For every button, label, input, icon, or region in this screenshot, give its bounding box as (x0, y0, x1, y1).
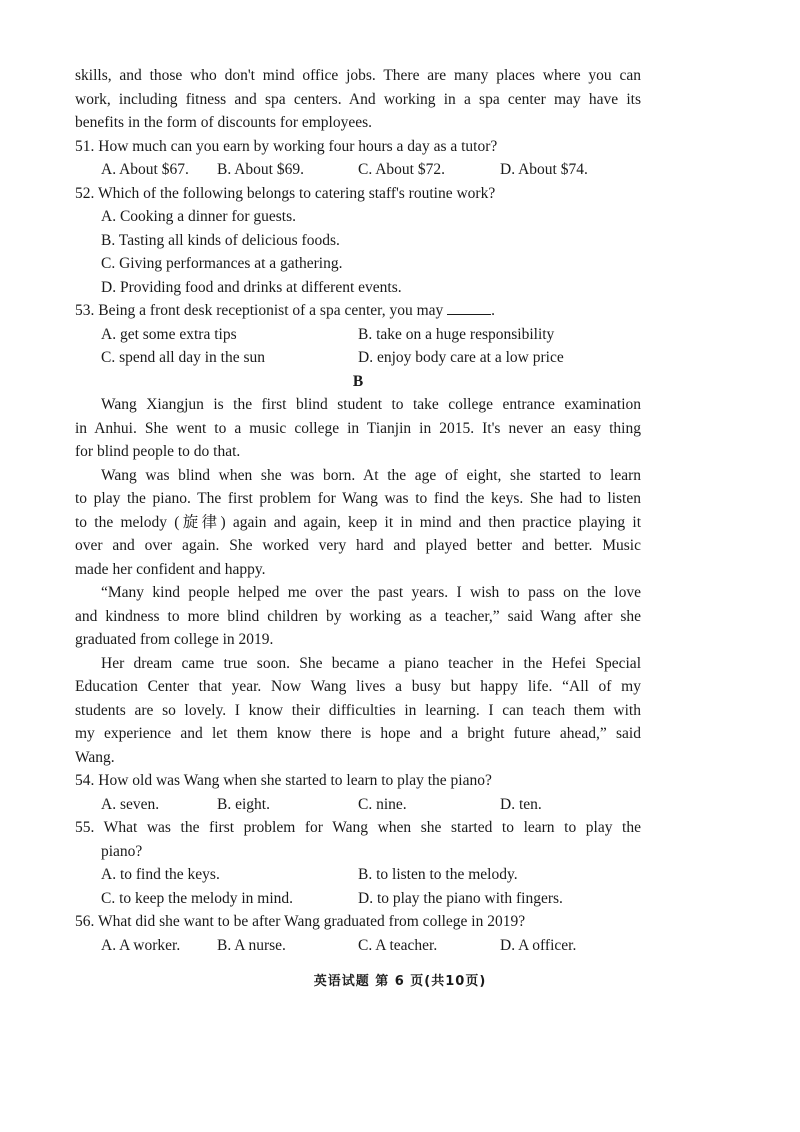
question-51 (75, 135, 641, 182)
option-b: B. take on a huge responsibility (358, 325, 555, 343)
passage-a-tail (75, 64, 641, 135)
answer-blank (447, 300, 491, 315)
passage-line: graduated from college in 2019. (75, 631, 274, 648)
options-row (75, 887, 641, 911)
option-b: B. About $69. (217, 161, 304, 178)
option-a: A. to find the keys. (101, 866, 220, 883)
options-row (75, 863, 641, 887)
option-d: D. About $74. (500, 161, 588, 178)
passage-line: made her confident and happy. (75, 560, 266, 578)
question-53 (75, 299, 641, 370)
question-55 (75, 816, 641, 910)
question-stem: 52. Which of the following belongs to catering staff's routine work? (75, 184, 496, 202)
option-b: B. A nurse. (217, 936, 286, 954)
option-d: D. ten. (500, 795, 542, 813)
option-c: C. to keep the melody in mind. (101, 889, 294, 907)
question-stem (75, 299, 641, 323)
passage-line: work, including fitness and spa centers. And working in a spa center may have its (75, 90, 641, 108)
section-b-title: B (352, 372, 364, 390)
option-d: D. A officer. (500, 936, 577, 954)
passage-line: skills, and those who don't mind office jobs. There are many places where you can (75, 67, 641, 84)
question-stem: 51. How much can you earn by working four hours a day as a tutor? (75, 137, 498, 155)
question-stem: 56. What did she want to be after Wang graduated from college in 2019? (75, 913, 526, 930)
option-c: C. A teacher. (358, 936, 438, 954)
page-footer: 英语试题 第 6 页(共10页) (313, 974, 487, 989)
passage-line: to the melody (旋律) again and again, keep it in mind and then practice playing it (75, 513, 641, 531)
passage-b (75, 393, 641, 769)
passage-line: Wang Xiangjun is the first blind student to take college entrance examination (101, 396, 641, 413)
option-c: C. spend all day in the sun (101, 349, 266, 366)
passage-line: for blind people to do that. (75, 443, 241, 460)
options-row (75, 158, 641, 182)
exam-page (75, 64, 641, 957)
question-stem: 54. How old was Wang when she started to learn to play the piano? (75, 772, 492, 789)
passage-line: and kindness to more blind children by working as a teacher,” said Wang after she (75, 607, 641, 625)
passage-line: to play the piano. The first problem for Wang was to find the keys. She had to listen (75, 490, 641, 507)
passage-line: in Anhui. She went to a music college in Tianjin in 2015. It's never an easy thing (75, 419, 641, 437)
option-b: B. Tasting all kinds of delicious foods. (101, 231, 340, 249)
question-stem-text: 53. Being a front desk receptionist of a spa center, you may (75, 302, 444, 319)
option-a: A. About $67. (101, 161, 189, 178)
option-d: D. to play the piano with fingers. (358, 889, 563, 907)
question-stem: 55. What was the first problem for Wang when she started to learn to play the (75, 819, 641, 836)
option-b: B. eight. (217, 795, 270, 813)
passage-line: “Many kind people helped me over the past years. I wish to pass on the love (101, 584, 641, 601)
passage-line: Wang. (75, 748, 115, 766)
option-a: A. A worker. (101, 936, 181, 954)
passage-line: students are so lovely. I know their difficulties in learning. I can teach them with (75, 701, 641, 719)
option-c: C. About $72. (358, 161, 445, 178)
passage-line: Her dream came true soon. She became a piano teacher in the Hefei Special (101, 654, 641, 672)
option-d: D. Providing food and drinks at different events. (101, 278, 402, 296)
options-row (75, 346, 641, 370)
option-c: C. nine. (358, 795, 407, 813)
passage-line: Wang was blind when she was born. At the age of eight, she started to learn (101, 466, 641, 484)
question-stem-end: . (491, 302, 496, 319)
passage-line: over and over again. She worked very hard and played better and better. Music (75, 537, 641, 554)
options-row (75, 793, 641, 817)
options-row (75, 323, 641, 347)
option-b: B. to listen to the melody. (358, 866, 518, 883)
passage-line: my experience and let them know there is hope and a bright future ahead,” said (75, 725, 641, 742)
question-stem-cont: piano? (101, 842, 143, 860)
options-row (75, 934, 641, 958)
question-52 (75, 182, 641, 300)
passage-line: benefits in the form of discounts for employees. (75, 114, 373, 131)
option-d: D. enjoy body care at a low price (358, 349, 564, 366)
question-54 (75, 769, 641, 816)
question-56 (75, 910, 641, 957)
option-c: C. Giving performances at a gathering. (101, 255, 343, 272)
option-a: A. seven. (101, 795, 160, 813)
option-a: A. get some extra tips (101, 325, 237, 343)
passage-line: Education Center that year. Now Wang lives a busy but happy life. “All of my (75, 678, 641, 695)
option-a: A. Cooking a dinner for guests. (101, 208, 297, 225)
